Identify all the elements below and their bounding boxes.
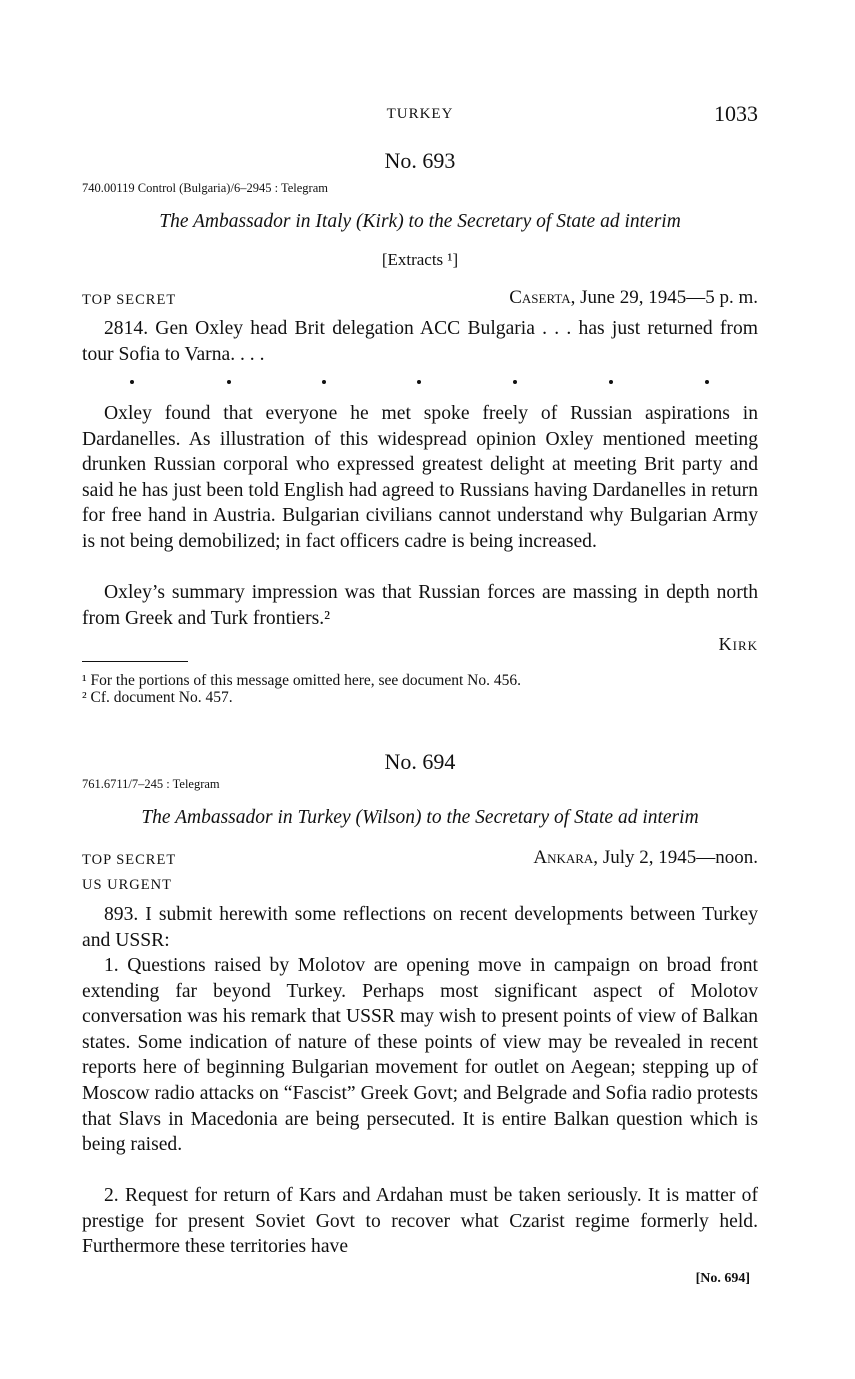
classification-694: TOP SECRET [82,852,177,868]
dateline-place-693: Caserta, [509,287,576,308]
extracts-note: [Extracts ¹] [381,250,459,269]
document-marker: [No. 694] [695,1271,750,1286]
dateline-694 [533,847,758,869]
document-number-693: No. 693 [384,148,456,173]
dateline-place-694: Ankara, [533,847,599,868]
page-number: 1033 [714,101,758,126]
signature-kirk: Kirk [718,634,758,654]
document-number-694: No. 694 [384,749,456,774]
running-title: TURKEY [386,106,454,122]
paragraph-693-2: Oxley found that everyone he met spoke freely of Russian aspirations in Dardanelles. As illustration of this widespread opinion Oxley mentioned meeting drunken Russian corporal who expressed greatest delight at meeting Brit party and said he has just been told English had agreed to Russians having Dardanelles in return for free hand in Austria. Bulgarian civilians cannot understand why Bulgarian Army is not being demobilized; in fact officers cadre is being increased. [82,403,758,552]
ellipsis-dot [417,380,421,384]
urgency-694: US URGENT [82,877,172,893]
ellipsis-dot [705,380,709,384]
ellipsis-dot [130,380,134,384]
paragraph-694-2: 1. Questions raised by Molotov are opening move in campaign on broad front extending far beyond Turkey. Perhaps most significant aspect of Molotov conversation was his remark that USSR may wish to present points of view of Balkan states. Some indication of nature of these points of view may be revealed in recent reports here of beginning Bulgarian movement for outlet on Aegean; stepping up of Moscow radio attacks on “Fascist” Greek Govt; and Belgrade and Sofia radio protests that Slavs in Macedonia are being persecuted. It is entire Balkan question which is being raised. [82,955,758,1156]
paragraph-694-3: 2. Request for return of Kars and Ardahan must be taken seriously. It is matter of prestige for present Soviet Govt to recover what Czarist regime formerly held. Furthermore these territories have [82,1185,758,1258]
paragraph-693-1: 2814. Gen Oxley head Brit delegation ACC Bulgaria . . . has just returned from tour Sofia to Varna. . . . [82,318,758,365]
document-heading-694: The Ambassador in Turkey (Wilson) to the Secretary of State ad interim [141,807,699,828]
dateline-date-694: July 2, 1945—noon. [598,847,758,868]
ellipsis-row [82,372,758,392]
dateline-693 [509,287,758,309]
ellipsis-dot [513,380,517,384]
file-reference-694: 761.6711/7–245 : Telegram [82,777,220,791]
paragraph-694-1: 893. I submit herewith some reflections on recent developments between Turkey and USSR: [82,904,758,951]
file-reference-693: 740.00119 Control (Bulgaria)/6–2945 : Telegram [82,181,328,195]
footnote-rule [82,661,188,662]
ellipsis-dot [322,380,326,384]
dateline-date-693: June 29, 1945—5 p. m. [575,287,758,308]
classification-693: TOP SECRET [82,292,177,308]
footnote-2: ² Cf. document No. 457. [82,689,233,706]
footnote-1: ¹ For the portions of this message omitted here, see document No. 456. [82,672,521,689]
ellipsis-dot [609,380,613,384]
ellipsis-dot [227,380,231,384]
paragraph-693-3: Oxley’s summary impression was that Russian forces are massing in depth north from Greek and Turk frontiers.² [82,582,758,629]
document-heading-693: The Ambassador in Italy (Kirk) to the Secretary of State ad interim [159,211,681,232]
